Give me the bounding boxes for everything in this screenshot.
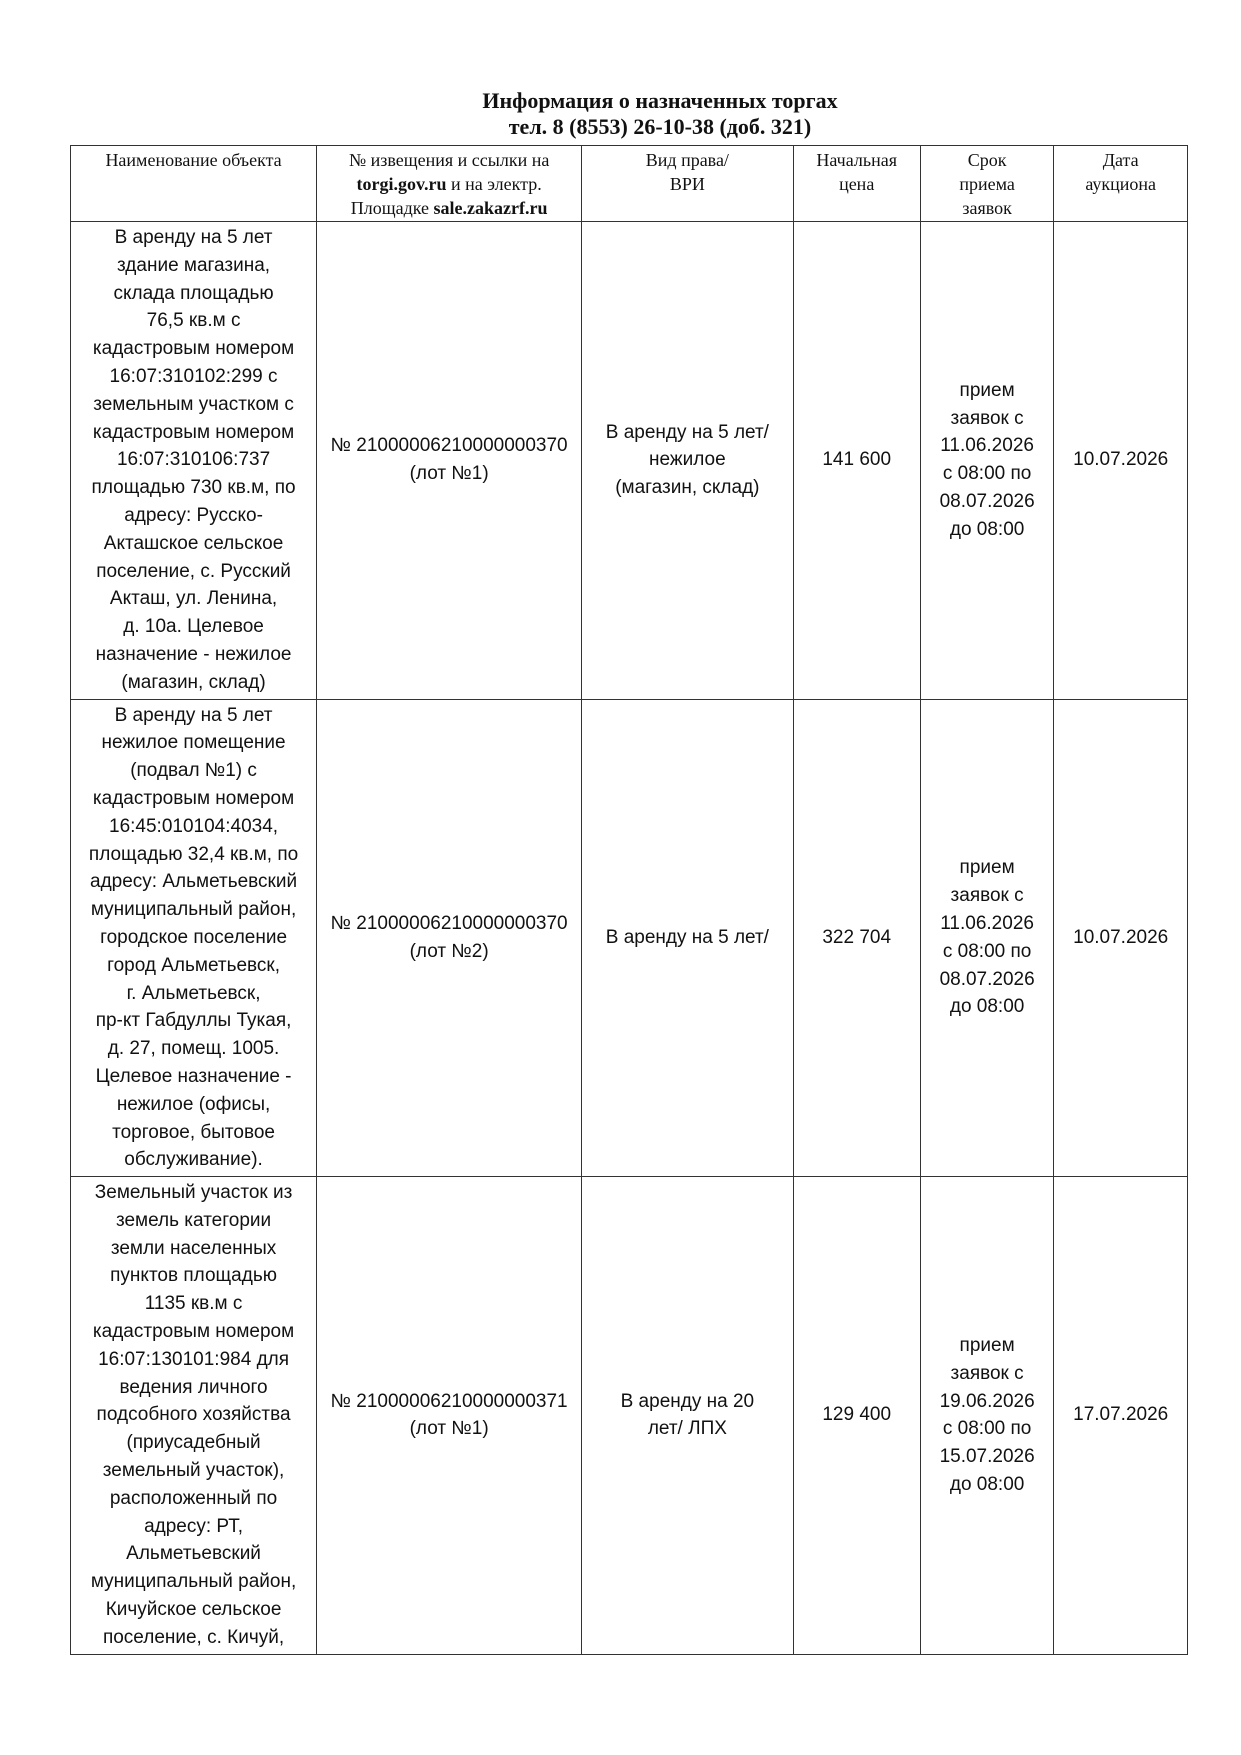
application-term-cell xyxy=(920,699,1054,1177)
header-application-term: Срок приема заявок xyxy=(920,146,1054,222)
object-description-line: 1135 кв.м с xyxy=(144,1293,243,1315)
document-title: Информация о назначенных торгах xyxy=(482,88,838,113)
object-description-line: (приусадебный xyxy=(126,1432,261,1454)
application-term-line: заявок с xyxy=(950,885,1024,907)
header-notice: № извещения и ссылки на torgi.gov.ru и на электр. Площадке sale.zakazrf.ru xyxy=(317,146,582,222)
object-description-line: земель категории xyxy=(115,1209,272,1231)
table-row xyxy=(71,699,1188,1177)
notice-number: № 21000006210000000370 xyxy=(330,435,568,457)
application-term-line: до 08:00 xyxy=(949,996,1025,1018)
object-description-line: 16:07:310106:737 xyxy=(116,449,271,471)
application-term-line: до 08:00 xyxy=(949,1473,1025,1495)
object-description-line: пр-кт Габдуллы Тукая, xyxy=(95,1010,292,1032)
start-price: 322 704 xyxy=(822,926,892,948)
header-object-name: Наименование объекта xyxy=(71,146,317,222)
lot-number: (лот №2) xyxy=(409,940,489,962)
notice-number: № 21000006210000000371 xyxy=(330,1390,568,1412)
right-type-line: В аренду на 20 xyxy=(620,1390,755,1412)
object-description-cell xyxy=(71,699,317,1177)
lot-number: (лот №1) xyxy=(409,1418,489,1440)
object-description-line: (магазин, склад) xyxy=(121,671,266,693)
zakazrf-link: sale.zakazrf.ru xyxy=(433,198,548,218)
object-description-cell xyxy=(71,222,317,700)
application-term-line: заявок с xyxy=(950,1362,1024,1384)
object-description-line: Целевое назначение - xyxy=(95,1065,292,1087)
object-description-line: Альметьевский xyxy=(126,1543,261,1565)
start-price: 129 400 xyxy=(822,1404,892,1426)
application-term-cell xyxy=(920,222,1054,700)
right-type-line: лет/ ЛПХ xyxy=(647,1418,727,1440)
application-term-cell xyxy=(920,1177,1054,1655)
object-description-line: В аренду на 5 лет xyxy=(114,704,273,726)
application-term-line: 15.07.2026 xyxy=(939,1446,1035,1468)
application-term-line: прием xyxy=(959,857,1015,879)
auctions-table xyxy=(70,145,1188,1655)
object-description-line: 76,5 кв.м с xyxy=(146,310,241,332)
notice-cell xyxy=(317,1177,582,1655)
object-description-line: муниципальный район, xyxy=(90,1571,297,1593)
object-description-line: адресу: Русско- xyxy=(124,504,263,526)
contact-phone: тел. 8 (8553) 26-10-38 (доб. 321) xyxy=(508,114,812,139)
object-description-line: торговое, бытовое xyxy=(112,1121,275,1143)
right-type-cell xyxy=(582,699,793,1177)
object-description-line: здание магазина, xyxy=(117,254,271,276)
object-description-line: кадастровым номером xyxy=(92,1321,295,1343)
object-description-line: Акташ, ул. Ленина, xyxy=(109,588,278,610)
auction-date: 10.07.2026 xyxy=(1073,926,1169,948)
object-description-line: назначение - нежилое xyxy=(95,643,292,665)
auction-date: 10.07.2026 xyxy=(1073,449,1169,471)
object-description-line: городское поселение xyxy=(100,926,288,948)
object-description-line: 16:07:130101:984 для xyxy=(98,1348,290,1370)
start-price: 141 600 xyxy=(822,449,892,471)
right-type-line: (магазин, склад) xyxy=(615,477,760,499)
object-description-line: 16:45:010104:4034, xyxy=(109,815,279,837)
object-description-line: ведения личного xyxy=(119,1376,268,1398)
auction-date: 17.07.2026 xyxy=(1073,1404,1169,1426)
start-price-cell xyxy=(793,222,920,700)
object-description-line: г. Альметьевск, xyxy=(126,982,261,1004)
object-description-line: (подвал №1) с xyxy=(130,760,257,782)
auction-date-cell xyxy=(1054,699,1188,1177)
object-description-line: площадью 32,4 кв.м, по xyxy=(88,843,299,865)
application-term-line: 19.06.2026 xyxy=(939,1390,1035,1412)
application-term-line: с 08:00 по xyxy=(942,463,1032,485)
object-description-line: 16:07:310102:299 с xyxy=(109,365,278,387)
start-price-cell xyxy=(793,699,920,1177)
application-term-line: 11.06.2026 xyxy=(940,435,1034,457)
application-term-line: 08.07.2026 xyxy=(939,968,1035,990)
object-description-cell xyxy=(71,1177,317,1655)
auction-date-cell xyxy=(1054,222,1188,700)
object-description-line: Земельный участок из xyxy=(94,1182,293,1204)
application-term-line: прием xyxy=(959,1334,1015,1356)
object-description-line: обслуживание). xyxy=(124,1149,263,1171)
object-description-line: Акташское сельское xyxy=(103,532,284,554)
object-description-line: площадью 730 кв.м, по xyxy=(91,477,296,499)
object-description-line: кадастровым номером xyxy=(92,421,295,443)
header-auction-date: Дата аукциона xyxy=(1054,146,1188,222)
header-start-price: Начальная цена xyxy=(793,146,920,222)
document-header xyxy=(0,88,1241,140)
lot-number: (лот №1) xyxy=(409,463,489,485)
object-description-line: поселение, с. Русский xyxy=(96,560,291,582)
object-description-line: кадастровым номером xyxy=(92,787,295,809)
object-description-line: земельным участком с xyxy=(93,393,294,415)
torgi-link: torgi.gov.ru xyxy=(356,174,447,194)
table-row xyxy=(71,1177,1188,1655)
table-row xyxy=(71,222,1188,700)
object-description-line: земли населенных xyxy=(110,1237,277,1259)
object-description-line: нежилое (офисы, xyxy=(116,1093,271,1115)
notice-cell xyxy=(317,222,582,700)
application-term-line: до 08:00 xyxy=(949,518,1025,540)
application-term-line: прием xyxy=(959,379,1015,401)
notice-number: № 21000006210000000370 xyxy=(330,913,568,935)
object-description-line: расположенный по xyxy=(109,1487,278,1509)
object-description-line: д. 27, помещ. 1005. xyxy=(107,1038,280,1060)
start-price-cell xyxy=(793,1177,920,1655)
right-type-cell xyxy=(582,222,793,700)
header-right-type: Вид права/ ВРИ xyxy=(582,146,793,222)
object-description-line: Кичуйское сельское xyxy=(105,1599,282,1621)
object-description-line: муниципальный район, xyxy=(90,899,297,921)
auction-date-cell xyxy=(1054,1177,1188,1655)
object-description-line: д. 10а. Целевое xyxy=(123,616,264,638)
application-term-line: с 08:00 по xyxy=(942,1418,1032,1440)
right-type-line: В аренду на 5 лет/ xyxy=(605,421,769,443)
object-description-line: подсобного хозяйства xyxy=(96,1404,291,1426)
table-header-row xyxy=(71,146,1188,222)
object-description-line: адресу: Альметьевский xyxy=(90,871,298,893)
object-description-line: город Альметьевск, xyxy=(107,954,281,976)
right-type-line: нежилое xyxy=(649,449,726,471)
application-term-line: 08.07.2026 xyxy=(939,491,1035,513)
object-description-line: земельный участок), xyxy=(102,1460,285,1482)
object-description-line: поселение, с. Кичуй, xyxy=(102,1626,285,1648)
object-description-line: кадастровым номером xyxy=(92,338,295,360)
right-type-cell xyxy=(582,1177,793,1655)
application-term-line: с 08:00 по xyxy=(942,940,1032,962)
application-term-line: заявок с xyxy=(950,407,1024,429)
notice-cell xyxy=(317,699,582,1177)
object-description-line: адресу: РТ, xyxy=(144,1515,244,1537)
object-description-line: В аренду на 5 лет xyxy=(114,227,273,248)
object-description-line: склада площадью xyxy=(113,282,274,304)
right-type-line: В аренду на 5 лет/ xyxy=(605,926,769,948)
application-term-line: 11.06.2026 xyxy=(940,913,1034,935)
object-description-line: пунктов площадью xyxy=(110,1265,277,1287)
object-description-line: нежилое помещение xyxy=(101,732,286,754)
